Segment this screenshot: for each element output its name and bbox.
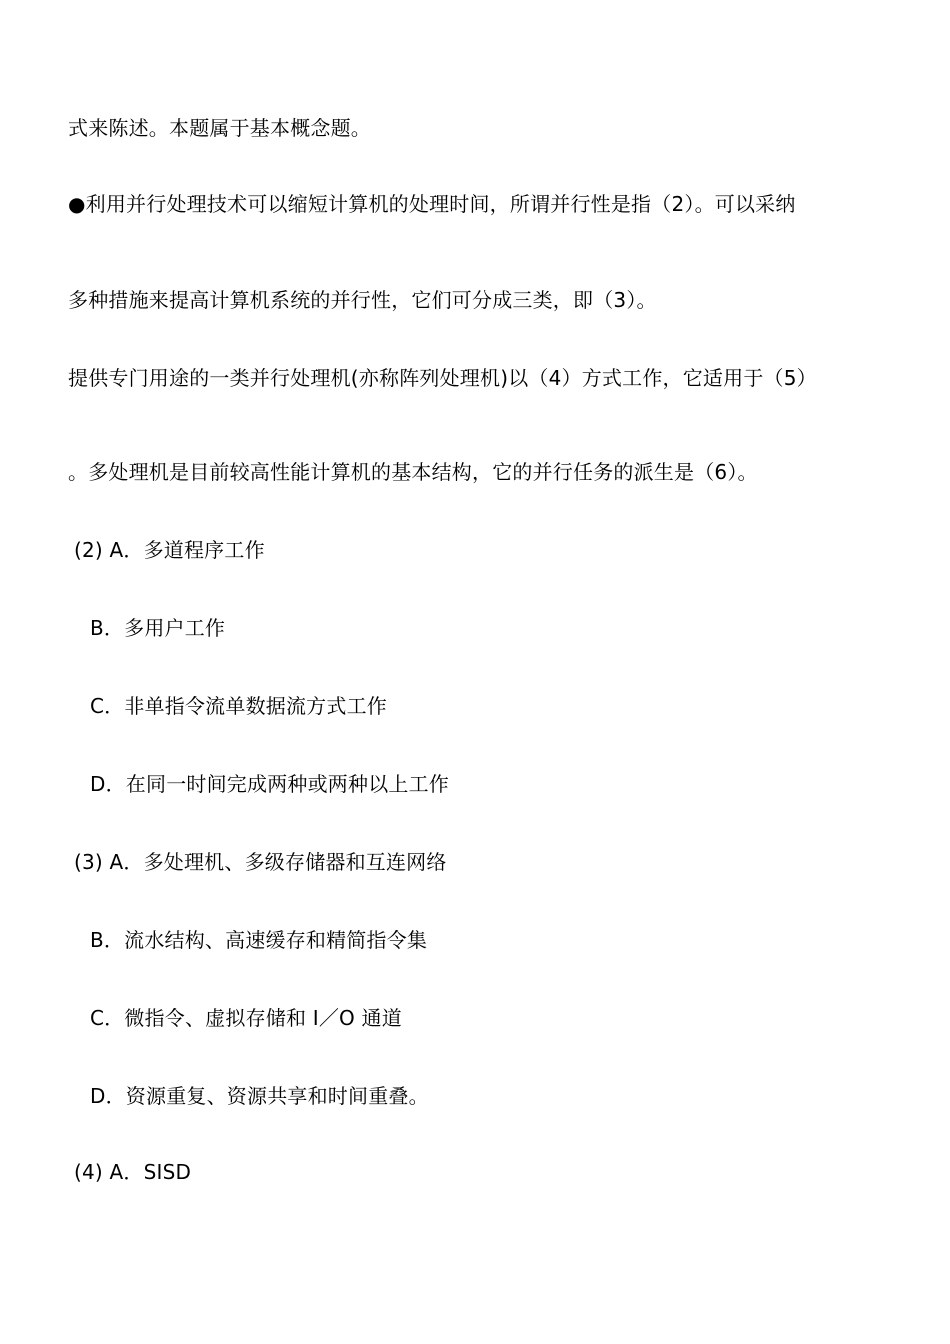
question-intro-line: 多种措施来提高计算机系统的并行性，它们可分成三类，即（3）。 [68, 288, 657, 312]
paragraph-line: 式来陈述。本题属于基本概念题。 [68, 116, 371, 140]
question-intro-line: 提供专门用途的一类并行处理机(亦称阵列处理机)以（4）方式工作，它适用于（5） [68, 366, 817, 390]
option-q3-a: (3) A．多处理机、多级存储器和互连网络 [74, 850, 447, 874]
question-intro-line: 。多处理机是目前较高性能计算机的基本结构，它的并行任务的派生是（6）。 [68, 460, 758, 484]
option-q3-b: B．流水结构、高速缓存和精简指令集 [90, 928, 428, 952]
option-q3-c: C．微指令、虚拟存储和 I／O 通道 [90, 1006, 402, 1030]
option-q2-d: D．在同一时间完成两种或两种以上工作 [90, 772, 450, 796]
option-q2-c: C．非单指令流单数据流方式工作 [90, 694, 387, 718]
option-q4-a: (4) A．SISD [74, 1160, 192, 1184]
option-q2-b: B．多用户工作 [90, 616, 226, 640]
option-q3-d: D．资源重复、资源共享和时间重叠。 [90, 1084, 429, 1108]
option-q2-a: (2) A．多道程序工作 [74, 538, 265, 562]
question-intro-line: ●利用并行处理技术可以缩短计算机的处理时间，所谓并行性是指（2）。可以采纳 [68, 192, 796, 216]
